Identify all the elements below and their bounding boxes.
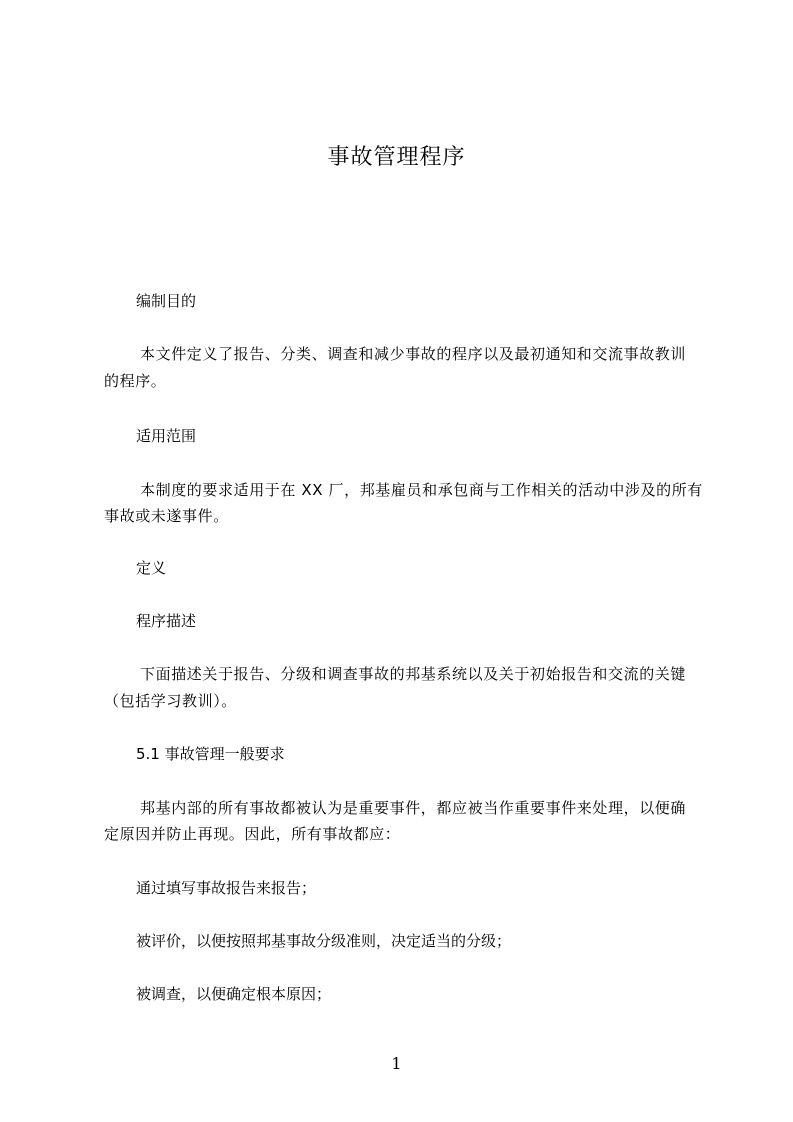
paragraph-purpose-line-1: 本文件定义了报告、分类、调查和减少事故的程序以及最初通知和交流事故教训: [140, 345, 687, 363]
section-heading-procedure: 程序描述: [136, 612, 197, 630]
paragraph-purpose-line-2: 的程序。: [104, 372, 167, 390]
document-title: 事故管理程序: [327, 145, 466, 170]
page-number: 1: [391, 1054, 402, 1073]
paragraph-procedure-line-1: 下面描述关于报告、分级和调查事故的邦基系统以及关于初始报告和交流的关键: [140, 665, 687, 683]
list-item-evaluate: 被评价，以便按照邦基事故分级准则，决定适当的分级；: [136, 932, 512, 950]
paragraph-procedure-line-2: （包括学习教训）。: [104, 692, 237, 710]
section-heading-purpose: 编制目的: [136, 292, 197, 310]
paragraph-general-line-2: 定原因并防止再现。因此，所有事故都应：: [104, 825, 401, 843]
list-item-investigate: 被调查，以便确定根本原因；: [136, 985, 332, 1003]
paragraph-scope-line-1: 本制度的要求适用于在 XX 厂，邦基雇员和承包商与工作相关的活动中涉及的所有: [140, 481, 703, 499]
section-heading-scope: 适用范围: [136, 427, 197, 445]
paragraph-general-line-1: 邦基内部的所有事故都被认为是重要事件，都应被当作重要事件来处理，以便确: [140, 799, 687, 817]
section-heading-general: 5.1 事故管理一般要求: [136, 745, 285, 763]
section-heading-definition: 定义: [136, 559, 167, 577]
paragraph-scope-line-2: 事故或未遂事件。: [104, 507, 229, 525]
list-item-report: 通过填写事故报告来报告；: [136, 879, 317, 897]
